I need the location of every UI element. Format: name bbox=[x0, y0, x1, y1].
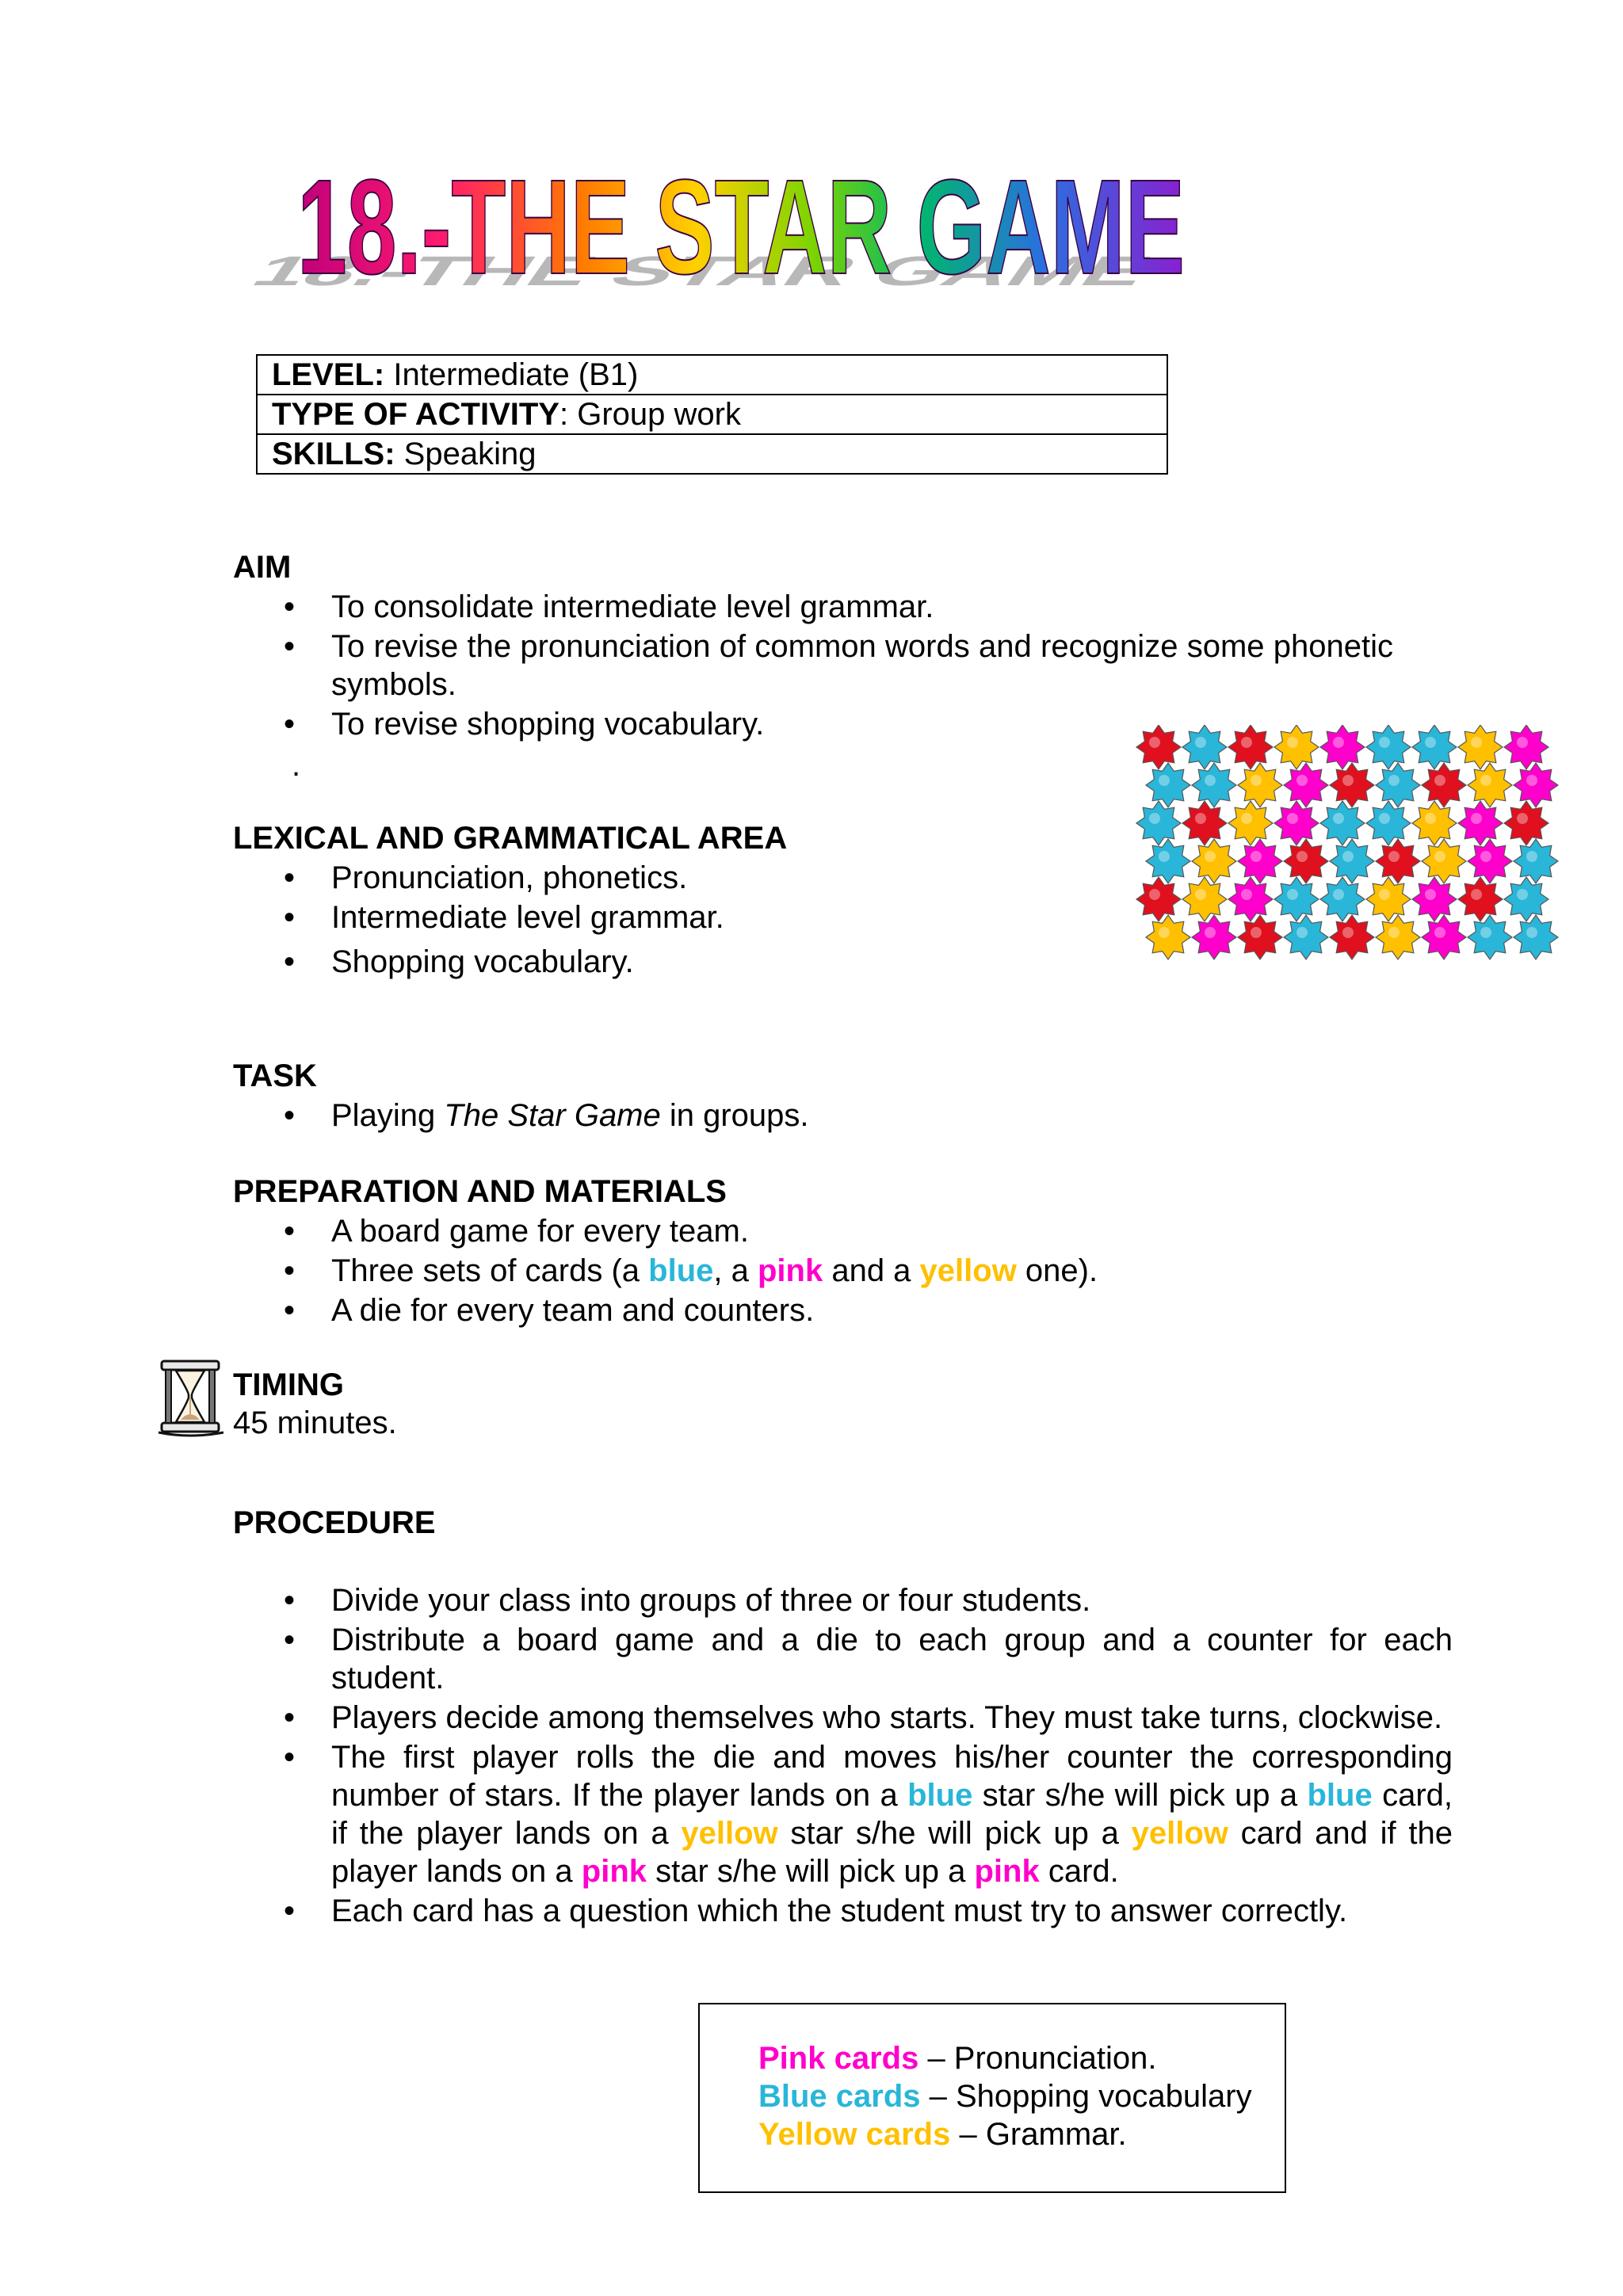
activity-info-table bbox=[256, 354, 1168, 475]
star-shape bbox=[1192, 915, 1236, 959]
list-item: • Pronunciation, phonetics. bbox=[331, 859, 1124, 897]
star-highlight bbox=[1434, 927, 1445, 938]
blue-word: blue bbox=[1307, 1778, 1373, 1813]
star-highlight bbox=[1471, 737, 1482, 748]
list-item bbox=[331, 1738, 1453, 1890]
stray-dot: . bbox=[292, 748, 301, 783]
star-shape bbox=[1504, 725, 1549, 769]
star-highlight bbox=[1342, 927, 1354, 938]
star-highlight bbox=[1434, 851, 1445, 862]
star-highlight bbox=[1287, 813, 1298, 824]
star-highlight bbox=[1287, 737, 1298, 748]
star-shape bbox=[1514, 763, 1558, 807]
legend-text: – Pronunciation. bbox=[918, 2041, 1157, 2076]
star-highlight bbox=[1205, 851, 1216, 862]
star-shape bbox=[1182, 877, 1227, 921]
star-highlight bbox=[1296, 927, 1308, 938]
star-highlight bbox=[1287, 889, 1298, 900]
list-item bbox=[331, 1252, 1282, 1290]
star-shape bbox=[1330, 839, 1374, 883]
legend-label: Pink cards bbox=[758, 2041, 919, 2076]
aim-list bbox=[331, 588, 1393, 743]
star-highlight bbox=[1149, 889, 1160, 900]
list-item: • Intermediate level grammar. bbox=[331, 898, 1124, 936]
blue-word: blue bbox=[907, 1778, 973, 1813]
star-highlight bbox=[1159, 927, 1170, 938]
star-highlight bbox=[1379, 813, 1390, 824]
timing-value: 45 minutes. bbox=[233, 1405, 397, 1440]
star-shape bbox=[1192, 839, 1236, 883]
star-highlight bbox=[1342, 775, 1354, 786]
star-shape bbox=[1284, 763, 1328, 807]
procedure-list bbox=[331, 1581, 1453, 1930]
text: Three sets of cards (a bbox=[331, 1253, 649, 1288]
legend-text: – Shopping vocabulary bbox=[920, 2079, 1252, 2114]
text: one). bbox=[1016, 1253, 1098, 1288]
star-shape bbox=[1274, 725, 1319, 769]
star-shape bbox=[1468, 839, 1512, 883]
pink-word: pink bbox=[581, 1854, 647, 1889]
task-text: in groups. bbox=[660, 1098, 809, 1133]
info-label: TYPE OF ACTIVITY bbox=[272, 397, 559, 432]
star-highlight bbox=[1195, 813, 1206, 824]
star-shape bbox=[1284, 839, 1328, 883]
info-value: Speaking bbox=[395, 437, 537, 471]
star-shape bbox=[1146, 763, 1190, 807]
star-highlight bbox=[1251, 775, 1262, 786]
legend-label: Blue cards bbox=[758, 2079, 921, 2114]
text: star s/he will pick up a bbox=[647, 1854, 975, 1889]
list-item: • To revise shopping vocabulary. bbox=[331, 705, 1393, 743]
star-shape bbox=[1228, 877, 1273, 921]
star-highlight bbox=[1342, 851, 1354, 862]
star-shape bbox=[1504, 877, 1549, 921]
text: The first player rolls the die and moves his/her counter the corresponding number of stars. If the player lands on a bbox=[331, 1740, 1453, 1813]
star-shape bbox=[1376, 839, 1420, 883]
star-highlight bbox=[1296, 775, 1308, 786]
star-shape bbox=[1330, 763, 1374, 807]
star-highlight bbox=[1241, 737, 1252, 748]
info-row-skills bbox=[258, 435, 1167, 473]
star-highlight bbox=[1296, 851, 1308, 862]
star-highlight bbox=[1471, 889, 1482, 900]
star-shape bbox=[1376, 915, 1420, 959]
list-item: • Divide your class into groups of three or four students. bbox=[331, 1581, 1453, 1619]
procedure-heading: PROCEDURE bbox=[233, 1505, 436, 1540]
text: card. bbox=[1039, 1854, 1119, 1889]
star-shape bbox=[1468, 915, 1512, 959]
task-list bbox=[331, 1097, 1124, 1135]
star-highlight bbox=[1333, 889, 1344, 900]
title-text: 18.-THE STAR GAME bbox=[297, 152, 1185, 301]
star-shape bbox=[1182, 801, 1227, 845]
star-shape bbox=[1228, 725, 1273, 769]
star-highlight bbox=[1526, 775, 1537, 786]
star-highlight bbox=[1379, 737, 1390, 748]
star-shape bbox=[1366, 801, 1411, 845]
star-highlight bbox=[1388, 775, 1400, 786]
lexical-heading: LEXICAL AND GRAMMATICAL AREA bbox=[233, 821, 788, 856]
card-legend-box bbox=[698, 2003, 1286, 2193]
star-highlight bbox=[1425, 737, 1436, 748]
star-shape bbox=[1320, 877, 1365, 921]
text: , a bbox=[713, 1253, 758, 1288]
star-shape bbox=[1468, 763, 1512, 807]
task-heading: TASK bbox=[233, 1058, 317, 1093]
star-highlight bbox=[1388, 851, 1400, 862]
star-highlight bbox=[1526, 927, 1537, 938]
star-shape bbox=[1458, 801, 1503, 845]
pink-word: pink bbox=[757, 1253, 823, 1288]
preparation-heading: PREPARATION AND MATERIALS bbox=[233, 1174, 727, 1209]
star-shape bbox=[1376, 763, 1420, 807]
aim-heading: AIM bbox=[233, 550, 292, 585]
info-label: LEVEL: bbox=[272, 357, 385, 392]
star-shape bbox=[1422, 839, 1466, 883]
star-highlight bbox=[1241, 813, 1252, 824]
star-shape bbox=[1412, 877, 1457, 921]
list-item: • Shopping vocabulary. bbox=[331, 943, 1124, 981]
star-highlight bbox=[1517, 737, 1528, 748]
title-wordart bbox=[230, 119, 1228, 301]
star-shape bbox=[1182, 725, 1227, 769]
star-shape bbox=[1238, 763, 1282, 807]
star-shape bbox=[1504, 801, 1549, 845]
text: card and if the player lands on a bbox=[331, 1816, 1453, 1889]
text: star s/he will pick up a bbox=[972, 1778, 1308, 1813]
text: and a bbox=[823, 1253, 920, 1288]
list-item: • A die for every team and counters. bbox=[331, 1291, 1282, 1329]
star-highlight bbox=[1251, 851, 1262, 862]
list-item: • A board game for every team. bbox=[331, 1212, 1282, 1250]
star-highlight bbox=[1471, 813, 1482, 824]
star-shape bbox=[1366, 725, 1411, 769]
star-shape bbox=[1458, 725, 1503, 769]
star-shape bbox=[1274, 801, 1319, 845]
star-shape bbox=[1136, 725, 1181, 769]
pink-word: pink bbox=[974, 1854, 1040, 1889]
star-highlight bbox=[1195, 737, 1206, 748]
star-highlight bbox=[1517, 813, 1528, 824]
info-label: SKILLS: bbox=[272, 437, 395, 471]
star-shape bbox=[1366, 877, 1411, 921]
star-highlight bbox=[1425, 889, 1436, 900]
star-shape bbox=[1192, 763, 1236, 807]
star-shape bbox=[1458, 877, 1503, 921]
star-shape bbox=[1146, 839, 1190, 883]
legend-yellow bbox=[758, 2115, 1285, 2153]
star-highlight bbox=[1241, 889, 1252, 900]
task-text: Playing bbox=[331, 1098, 445, 1133]
star-shape bbox=[1514, 839, 1558, 883]
star-highlight bbox=[1205, 775, 1216, 786]
preparation-list bbox=[331, 1212, 1282, 1329]
star-highlight bbox=[1480, 927, 1491, 938]
star-shape bbox=[1422, 915, 1466, 959]
game-name: The Star Game bbox=[444, 1098, 661, 1133]
info-row-type bbox=[258, 395, 1167, 435]
star-shape bbox=[1274, 877, 1319, 921]
timing-heading: TIMING bbox=[233, 1367, 344, 1402]
title-shadow: 18.-THE STAR GAME bbox=[241, 248, 1228, 295]
star-highlight bbox=[1195, 889, 1206, 900]
legend-pink bbox=[758, 2039, 1285, 2077]
star-highlight bbox=[1251, 927, 1262, 938]
star-highlight bbox=[1149, 813, 1160, 824]
list-item: • To consolidate intermediate level grammar. bbox=[331, 588, 1393, 626]
star-shape bbox=[1238, 915, 1282, 959]
star-shape bbox=[1238, 839, 1282, 883]
text: star s/he will pick up a bbox=[777, 1816, 1132, 1851]
star-shape bbox=[1412, 725, 1457, 769]
list-item bbox=[331, 1097, 1124, 1135]
star-shape bbox=[1228, 801, 1273, 845]
star-highlight bbox=[1480, 851, 1491, 862]
star-shape bbox=[1320, 801, 1365, 845]
info-value: Intermediate (B1) bbox=[384, 357, 639, 392]
star-shape bbox=[1330, 915, 1374, 959]
star-shape bbox=[1136, 801, 1181, 845]
star-highlight bbox=[1159, 851, 1170, 862]
star-highlight bbox=[1149, 737, 1160, 748]
stars-illustration bbox=[1133, 725, 1561, 963]
star-shape bbox=[1146, 915, 1190, 959]
list-item: • To revise the pronunciation of common words and recognize some phonetic symbols. bbox=[331, 627, 1393, 704]
star-shape bbox=[1514, 915, 1558, 959]
yellow-word: yellow bbox=[919, 1253, 1017, 1288]
star-highlight bbox=[1205, 927, 1216, 938]
legend-blue bbox=[758, 2077, 1285, 2115]
info-value: : Group work bbox=[559, 397, 741, 432]
star-highlight bbox=[1333, 737, 1344, 748]
star-shape bbox=[1412, 801, 1457, 845]
star-highlight bbox=[1159, 775, 1170, 786]
star-highlight bbox=[1526, 851, 1537, 862]
star-highlight bbox=[1517, 889, 1528, 900]
star-shape bbox=[1284, 915, 1328, 959]
star-shape bbox=[1422, 763, 1466, 807]
star-highlight bbox=[1388, 927, 1400, 938]
legend-label: Yellow cards bbox=[758, 2117, 951, 2152]
star-highlight bbox=[1480, 775, 1491, 786]
legend-text: – Grammar. bbox=[950, 2117, 1127, 2152]
page-title bbox=[230, 119, 1228, 301]
star-highlight bbox=[1333, 813, 1344, 824]
list-item: • Distribute a board game and a die to each group and a counter for each student. bbox=[331, 1621, 1453, 1697]
star-shape bbox=[1320, 725, 1365, 769]
star-highlight bbox=[1434, 775, 1445, 786]
lexical-list bbox=[331, 859, 1124, 981]
text: card, if the player lands on a bbox=[331, 1778, 1453, 1851]
list-item: • Players decide among themselves who starts. They must take turns, clockwise. bbox=[331, 1699, 1453, 1737]
blue-word: blue bbox=[648, 1253, 714, 1288]
star-shape bbox=[1136, 877, 1181, 921]
yellow-word: yellow bbox=[681, 1816, 778, 1851]
star-highlight bbox=[1379, 889, 1390, 900]
star-highlight bbox=[1425, 813, 1436, 824]
list-item: • Each card has a question which the student must try to answer correctly. bbox=[331, 1892, 1453, 1930]
yellow-word: yellow bbox=[1131, 1816, 1228, 1851]
info-row-level bbox=[258, 356, 1167, 395]
hourglass-icon bbox=[152, 1356, 228, 1437]
